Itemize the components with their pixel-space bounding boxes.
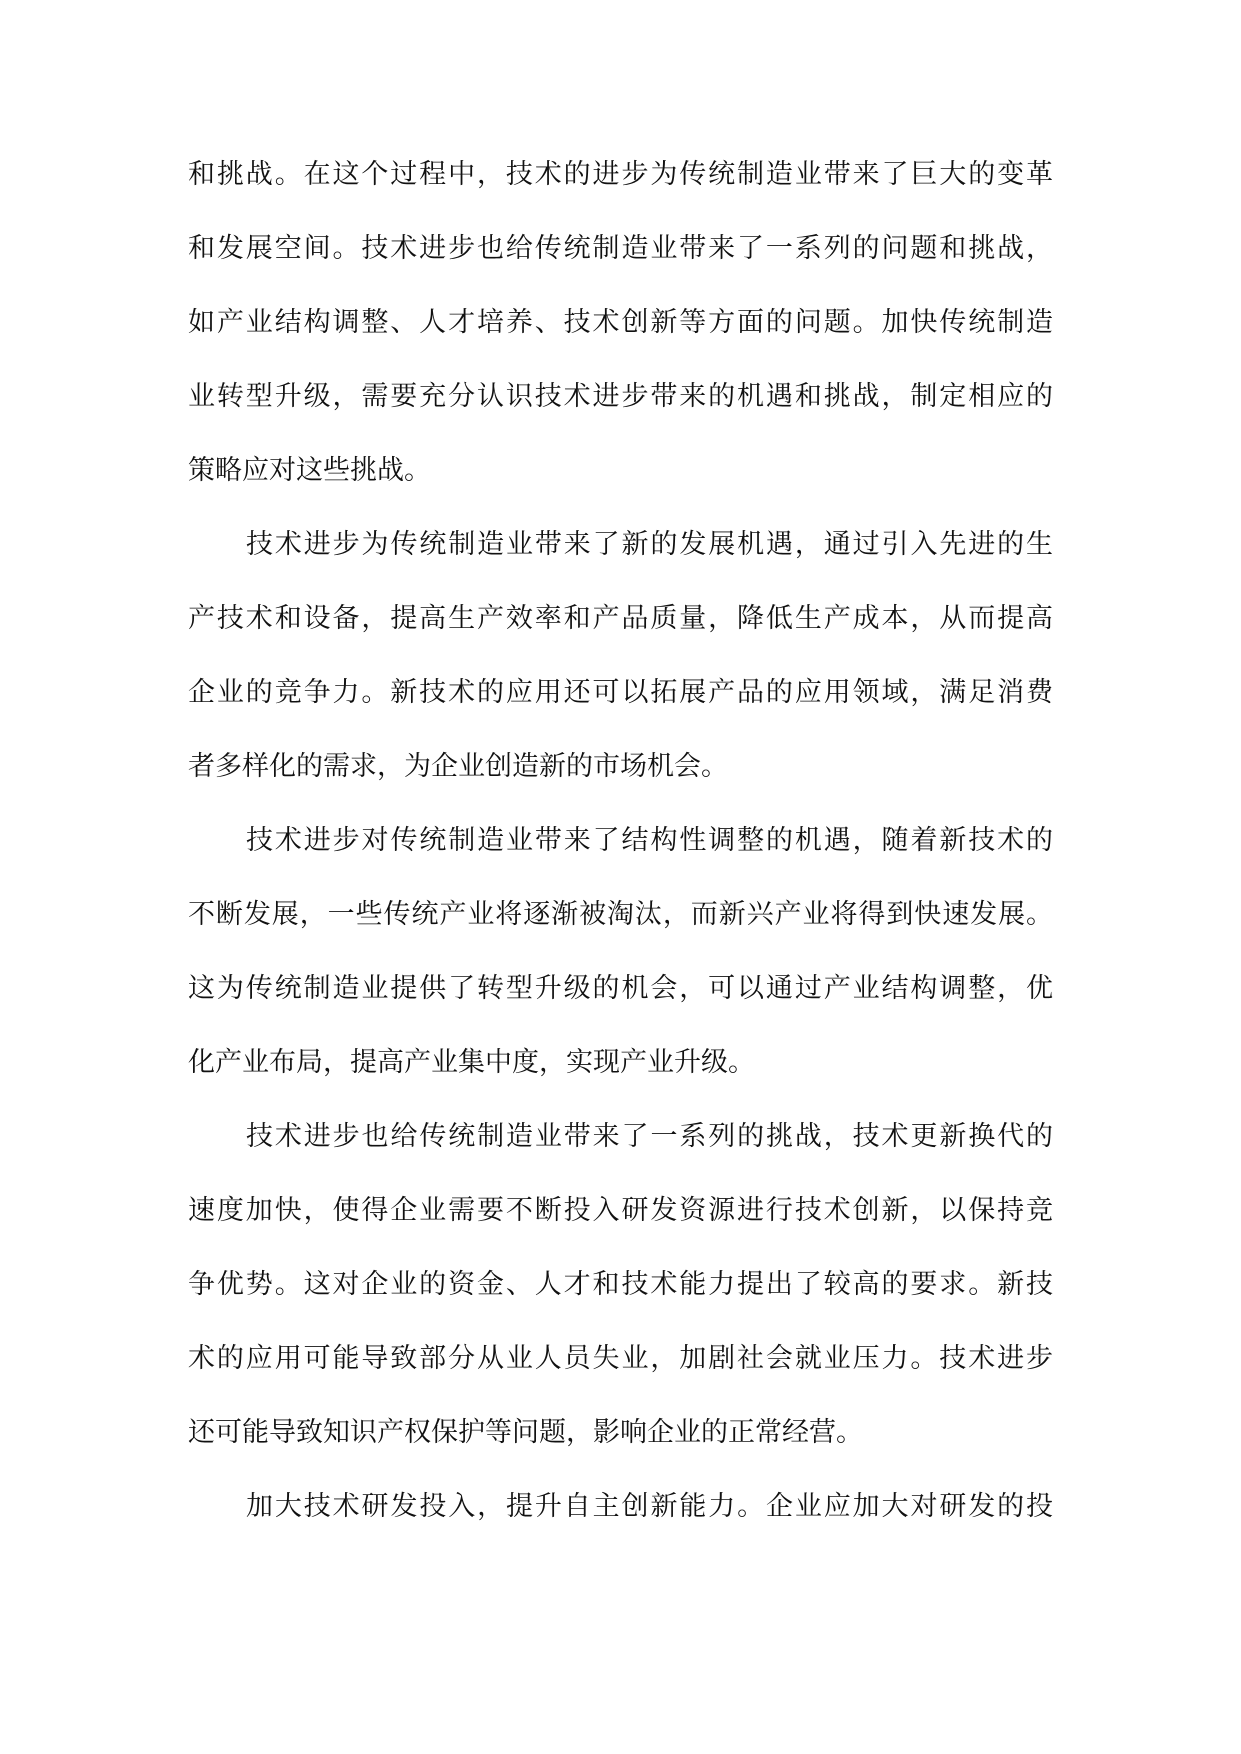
text-line: 速度加快，使得企业需要不断投入研发资源进行技术创新，以保持竞: [188, 1195, 1053, 1226]
paragraph: [188, 1100, 1053, 1470]
text-line: 策略应对这些挑战。: [188, 455, 431, 486]
text-line: 这为传统制造业提供了转型升级的机会，可以通过产业结构调整，优: [188, 973, 1053, 1004]
paragraph: [188, 1470, 1053, 1544]
text-line: 企业的竞争力。新技术的应用还可以拓展产品的应用领域，满足消费: [188, 677, 1053, 708]
text-line: 技术进步对传统制造业带来了结构性调整的机遇，随着新技术的: [246, 825, 1053, 856]
text-line: 技术进步也给传统制造业带来了一系列的挑战，技术更新换代的: [246, 1121, 1053, 1152]
paragraph: [188, 508, 1053, 804]
text-line: 和挑战。在这个过程中，技术的进步为传统制造业带来了巨大的变革: [188, 159, 1053, 190]
text-line: 争优势。这对企业的资金、人才和技术能力提出了较高的要求。新技: [188, 1269, 1053, 1300]
document-body: [188, 138, 1053, 1544]
paragraph: [188, 138, 1053, 508]
text-line: 技术进步为传统制造业带来了新的发展机遇，通过引入先进的生: [246, 529, 1053, 560]
text-line: 不断发展，一些传统产业将逐渐被淘汰，而新兴产业将得到快速发展。: [188, 899, 1053, 930]
text-line: 术的应用可能导致部分从业人员失业，加剧社会就业压力。技术进步: [188, 1343, 1053, 1374]
text-line: 者多样化的需求，为企业创造新的市场机会。: [188, 751, 728, 782]
text-line: 产技术和设备，提高生产效率和产品质量，降低生产成本，从而提高: [188, 603, 1053, 634]
text-line: 化产业布局，提高产业集中度，实现产业升级。: [188, 1047, 755, 1078]
paragraph: [188, 804, 1053, 1100]
text-line: 还可能导致知识产权保护等问题，影响企业的正常经营。: [188, 1417, 863, 1448]
text-line: 加大技术研发投入，提升自主创新能力。企业应加大对研发的投: [246, 1491, 1053, 1522]
text-line: 业转型升级，需要充分认识技术进步带来的机遇和挑战，制定相应的: [188, 381, 1053, 412]
text-line: 如产业结构调整、人才培养、技术创新等方面的问题。加快传统制造: [188, 307, 1053, 338]
text-line: 和发展空间。技术进步也给传统制造业带来了一系列的问题和挑战，: [188, 233, 1053, 264]
